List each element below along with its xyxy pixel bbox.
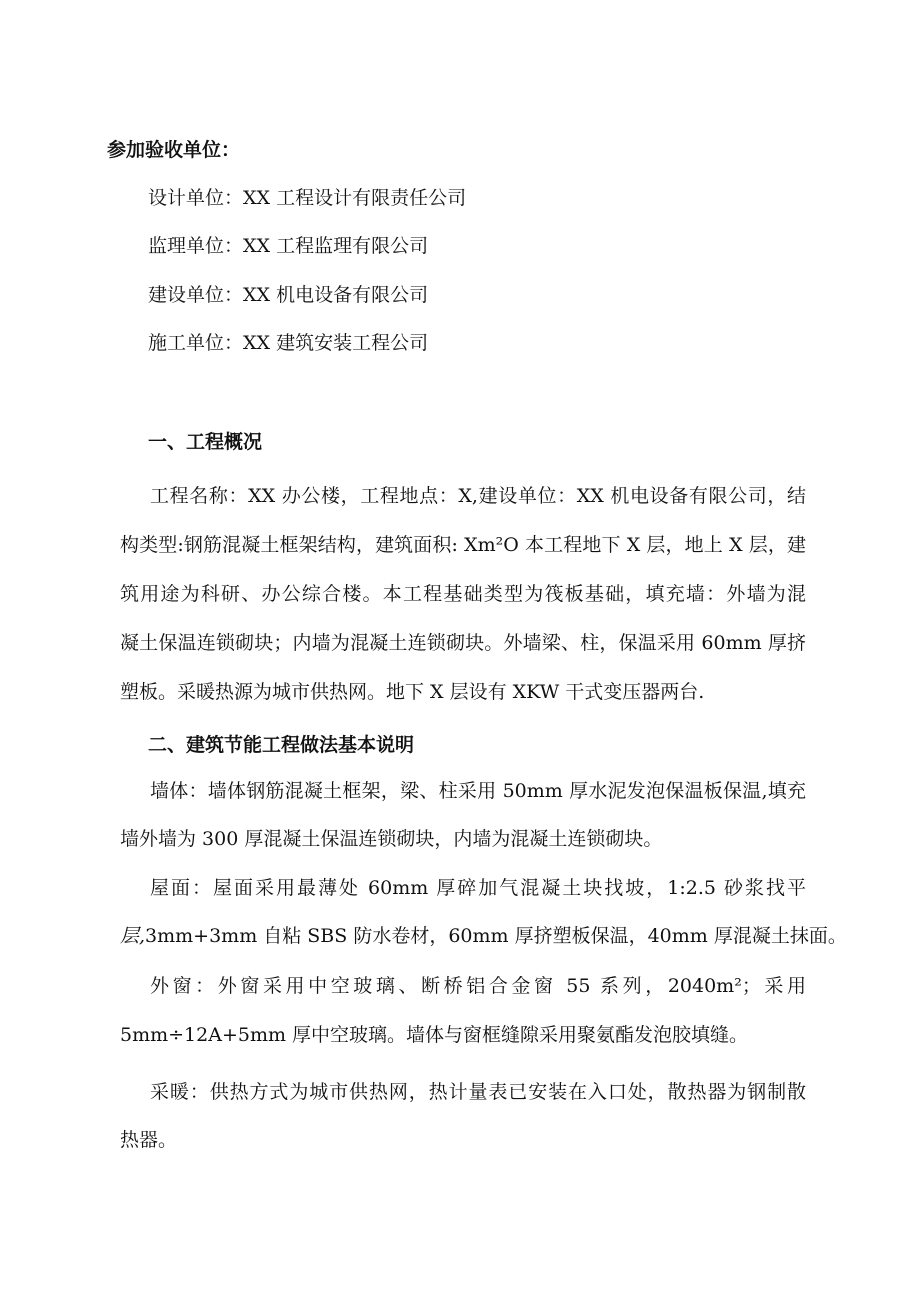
section1-line-4: 凝土保温连锁砌块；内墙为混凝土连锁砌块。外墙梁、柱，保温采用 60mm 厚挤 xyxy=(120,632,806,654)
section2-heading: 二、建筑节能工程做法基本说明 xyxy=(148,734,415,756)
unit-name: XX 建筑安装工程公司 xyxy=(243,332,429,354)
wall-line-1: 墙体：墙体钢筋混凝土框架，梁、柱采用 50mm 厚水泥发泡保温板保温,填充 xyxy=(150,780,806,802)
unit-row-construction xyxy=(148,331,428,355)
participants-heading: 参加验收单位： xyxy=(107,139,241,161)
wall-line-2: 墙外墙为 300 厚混凝土保温连锁砌块，内墙为混凝土连锁砌块。 xyxy=(120,828,663,850)
section1-line-2: 构类型:钢筋混凝土框架结构，建筑面积: Xm²O 本工程地下 X 层，地上 X 层，建 xyxy=(120,534,806,556)
unit-label: 施工单位： xyxy=(148,332,244,354)
roof-italic-fragment: 层, xyxy=(120,925,146,947)
section1-heading: 一、工程概况 xyxy=(148,431,263,453)
unit-name: XX 机电设备有限公司 xyxy=(243,284,429,306)
heating-line-1: 采暖：供热方式为城市供热网，热计量表已安装在入口处，散热器为钢制散 xyxy=(150,1081,806,1103)
roof-line-2 xyxy=(120,924,847,948)
roof-line-1: 屋面：屋面采用最薄处 60mm 厚碎加气混凝土块找坡，1:2.5 砂浆找平 xyxy=(150,877,806,899)
section1-line-3: 筑用途为科研、办公综合楼。本工程基础类型为筏板基础，填充墙：外墙为混 xyxy=(120,583,806,605)
heating-line-2: 热器。 xyxy=(120,1129,178,1151)
window-line-1: 外窗：外窗采用中空玻璃、断桥铝合金窗 55 系列，2040m²；采用 xyxy=(150,975,806,997)
unit-label: 建设单位： xyxy=(148,284,244,306)
section1-line-1: 工程名称：XX 办公楼，工程地点：X,建设单位：XX 机电设备有限公司，结 xyxy=(150,485,806,507)
unit-row-owner xyxy=(148,283,428,307)
unit-label: 监理单位： xyxy=(148,235,244,257)
unit-row-supervision xyxy=(148,234,428,258)
section1-line-5: 塑板。采暖热源为城市供热网。地下 X 层设有 XKW 干式变压器两台. xyxy=(120,681,705,703)
unit-row-design xyxy=(148,186,466,210)
unit-name: XX 工程监理有限公司 xyxy=(243,235,429,257)
roof-line-2-text: 3mm+3mm 自粘 SBS 防水卷材，60mm 厚挤塑板保温，40mm 厚混凝土抹面。 xyxy=(145,925,847,947)
window-line-2: 5mm÷12A+5mm 厚中空玻璃。墙体与窗框缝隙采用聚氨酯发泡胶填缝。 xyxy=(120,1024,749,1046)
unit-label: 设计单位： xyxy=(148,187,244,209)
unit-name: XX 工程设计有限责任公司 xyxy=(243,187,467,209)
